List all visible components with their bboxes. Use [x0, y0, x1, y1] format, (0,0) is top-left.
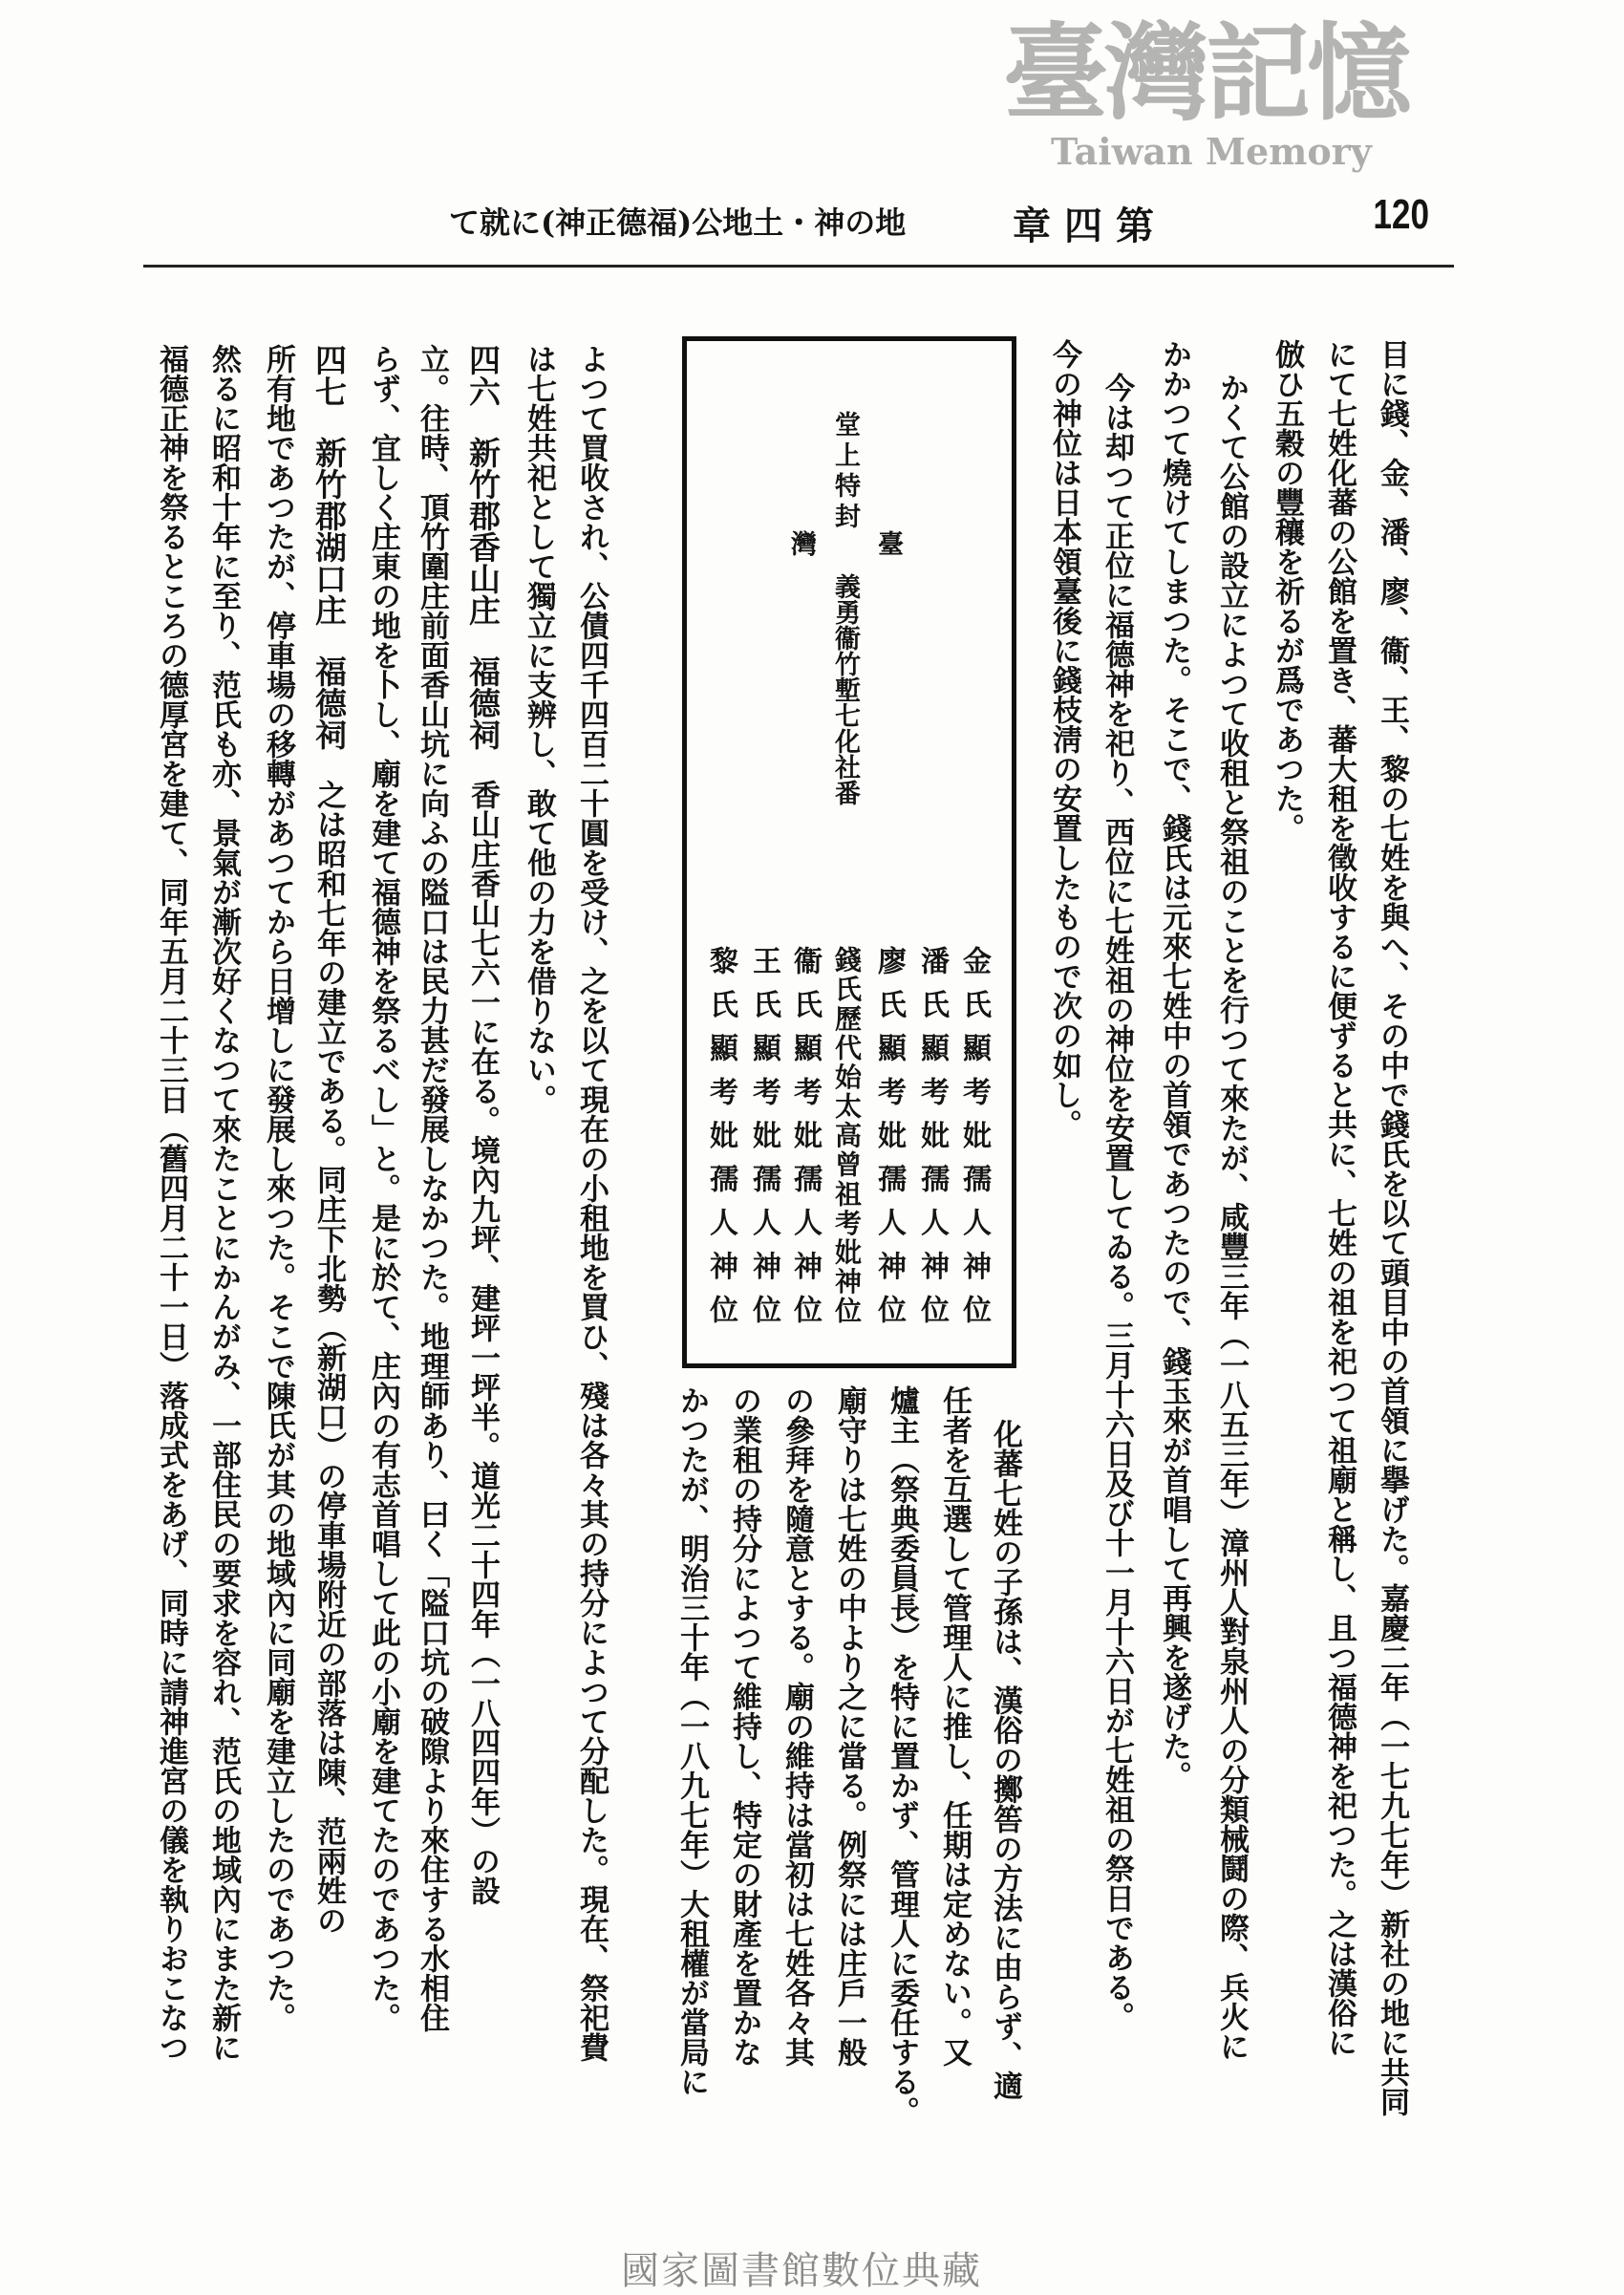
section-number: 四六 [464, 344, 502, 407]
watermark-logo: 臺灣記憶 [1003, 11, 1408, 135]
text-column: よつて買收され、公債四千四百二十圓を受け、之を以て現在の小租地を買ひ、殘は各々其の持分によつて分配した。現在、祭祀費 [574, 344, 609, 2062]
section-place: 新竹郡香山庄 [464, 437, 502, 626]
text-column: にて七姓化蕃の公館を置き、蕃大租を徵收するに便ずると共に、七姓の祖を祀つて祖廟と稱し、且つ福德神を祀つた。之は漢俗に [1322, 339, 1357, 2057]
text-column: 化蕃七姓の子孫は、漢俗の擲筶の方法に由らず、適 [988, 1419, 1022, 2100]
section-47-column [310, 344, 348, 1935]
tablet-column: 金氏顯考妣孺人神位 [957, 946, 991, 1323]
tablet-column: 錢氏歷代始太高曾祖考妣神位 [831, 946, 863, 1323]
page-number: 120 [1373, 191, 1430, 238]
text-column: 然るに昭和十年に至り、范氏も亦、景氣が漸次好くなつて來たことにかんがみ、一部住民の要求を容れ、范氏の地域內にまた新に [206, 344, 241, 2062]
text-column: かつたが、明治三十年（一八九七年）大租權が當局に [674, 1385, 709, 2096]
text-column: 福德正神を祭るところの德厚宮を建て、同年五月二十三日（舊四月二十一日）落成式をあげ、同時に請神進宮の儀を執りおこなつ [154, 344, 188, 2062]
section-shrine: 福德祠 [310, 655, 348, 750]
text-column: は七姓共祀として獨立に支辨し、敢て他の力を借りない。 [522, 344, 556, 1114]
tablet-column: 黎氏顯考妣孺人神位 [704, 946, 737, 1323]
text-column: の參拜を隨意とする。廟の維持は當初は七姓各々其 [780, 1385, 814, 2067]
tablet-column: 衞氏顯考妣孺人神位 [788, 946, 822, 1323]
section-text: 香山庄香山七六一に在る。境內九坪、建坪一坪半。道光二十四年（一八四四年）の設 [465, 780, 500, 1905]
chapter-label: 第四章 [1013, 204, 1167, 248]
tablet-column: 廖氏顯考妣孺人神位 [872, 946, 906, 1323]
text-column: 倣ひ五穀の豐穰を祈るが爲であつた。 [1270, 339, 1304, 843]
tablet-column: 王氏顯考妣孺人神位 [747, 946, 780, 1323]
section-text: 之は昭和七年の建立である。同庄下北勢（新湖口）の停車場附近の部落は陳、范兩姓の [311, 780, 346, 1935]
tablet-center-lower: 義勇衞竹塹七化社番 [830, 573, 860, 805]
header-rule [143, 265, 1454, 268]
tablet-top-right: 臺 [873, 530, 903, 556]
text-column: らず、宜しく庄東の地を卜し、廟を建て福德神を祭るべし」と。是に於て、庄內の有志首唱して此の小廟を建てたのであつた。 [366, 344, 400, 2032]
text-column: 今の神位は日本領臺後に錢枝淸の安置したもので次の如し。 [1047, 339, 1081, 1139]
running-title: 地の神・土地公(福德正神)に就て [449, 204, 907, 241]
watermark-logo-text: Taiwan Memory [1051, 130, 1372, 173]
text-column: 廟守りは七姓の中より之に當る。例祭には庄戶一般 [832, 1385, 866, 2067]
text-column: 爐主（祭典委員長）を特に置かず、管理人に委任する。 [885, 1385, 919, 2126]
text-column: かくて公館の設立によつて收租と祭祖のことを行つて來たが、咸豐三年（一八五三年）漳州人對泉州人の分類械鬪の際、兵火に [1214, 373, 1249, 2061]
tablet-center-upper: 堂上特封 [830, 411, 860, 533]
text-column: かかつて燒けてしまつた。そこで、錢氏は元來七姓中の首領であつたので、錢玉來が首唱して再興を遂げた。 [1157, 339, 1191, 1791]
section-place: 新竹郡湖口庄 [310, 437, 348, 626]
footer-credit: 國家圖書館數位典藏 [621, 2249, 982, 2293]
text-column: 所有地であつたが、停車場の移轉があつてから日增しに發展し來つた。そこで陳氏が其の地域內に同廟を建立したのであつた。 [261, 344, 295, 2032]
text-column: の業租の持分によつて維持し、特定の財產を置かな [727, 1385, 761, 2067]
text-column: 立。往時、頂竹圍庄前面香山坑に向ふの隘口は民力甚だ發展しなかつた。地理師あり、曰く「隘口坑の破隙より來住する水相住 [415, 344, 449, 2032]
text-column: 任者を互選して管理人に推し、任期は定めない。又 [937, 1385, 972, 2067]
tablet-column: 潘氏顯考妣孺人神位 [915, 946, 949, 1323]
section-shrine: 福德祠 [464, 655, 502, 750]
text-column: 目に錢、金、潘、廖、衞、王、黎の七姓を與へ、その中で錢氏を以て頭目中の首領に擧げた。嘉慶二年（一七九七年）新社の地に共同 [1375, 339, 1409, 2116]
text-column: 今は却つて正位に福德神を祀り、西位に七姓祖の神位を安置してゐる。三月十六日及び十一月十六日が七姓祖の祭日である。 [1100, 373, 1134, 2031]
section-46-column [464, 344, 502, 1905]
section-number: 四七 [310, 344, 348, 407]
tablet-top-left: 灣 [786, 530, 816, 556]
